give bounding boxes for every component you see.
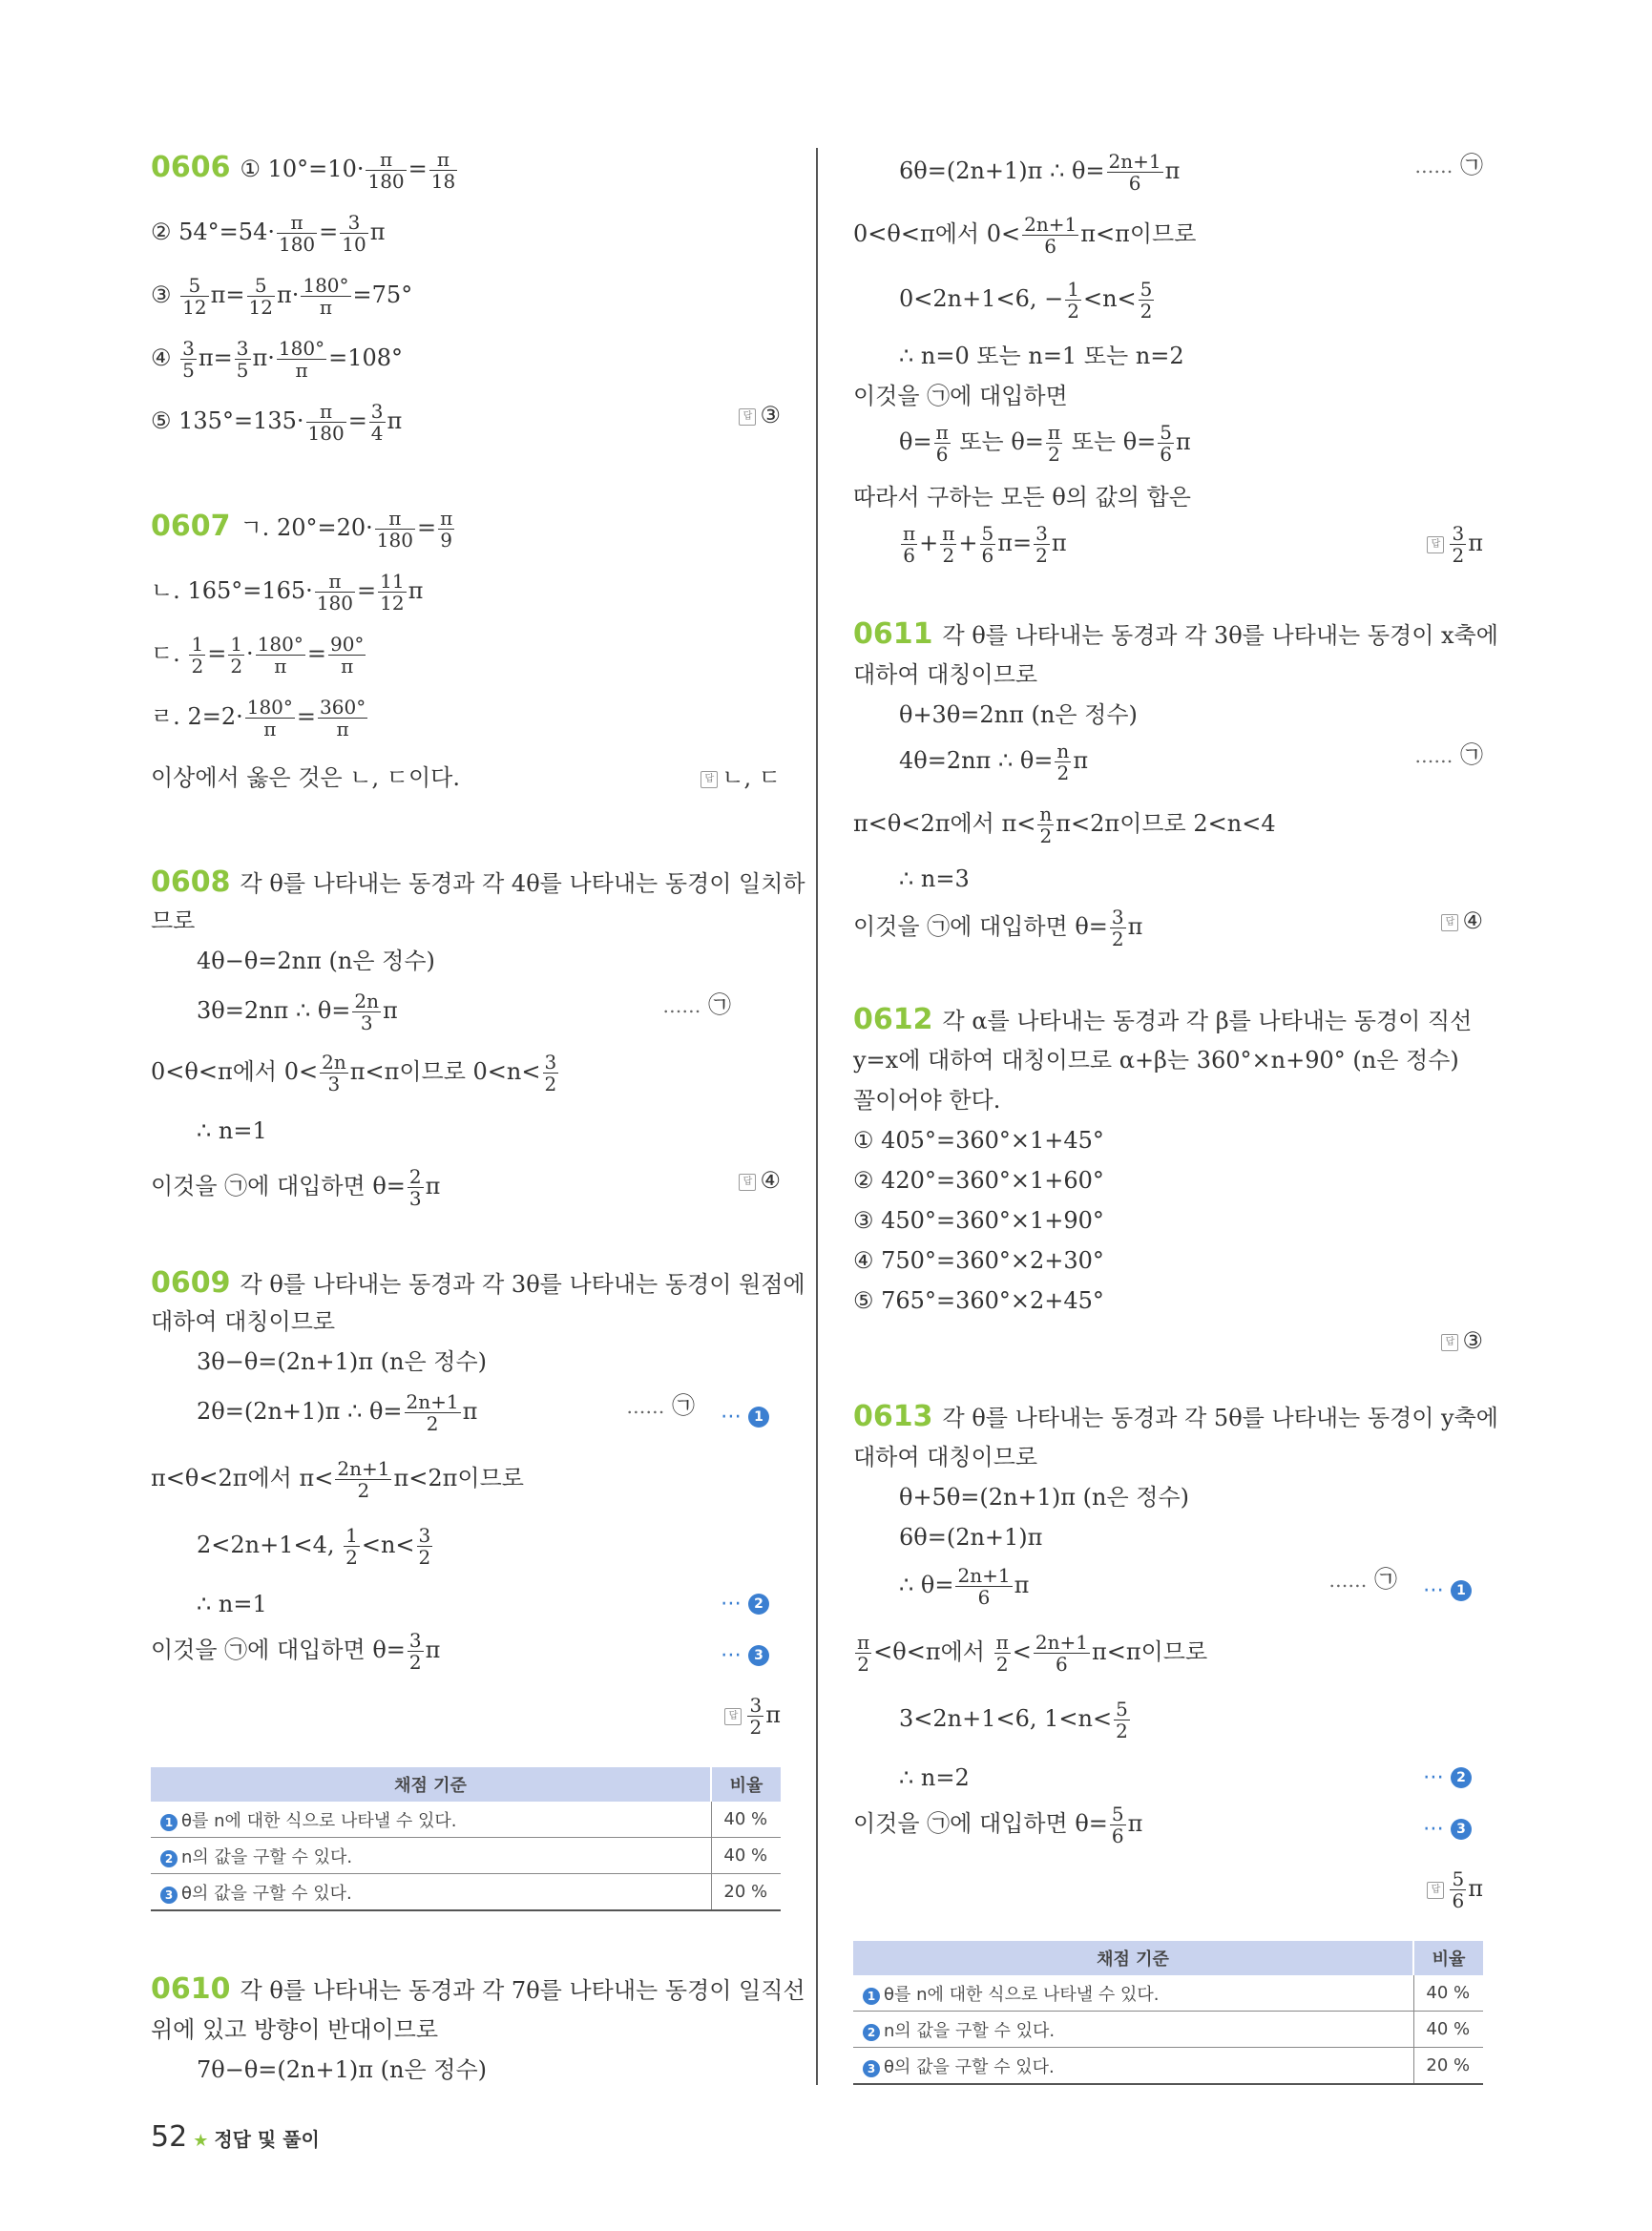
problem-0607-line5: 이상에서 옳은 것은 ㄴ, ㄷ이다. 답 ㄴ, ㄷ: [151, 764, 781, 791]
step-1-marker: ⋯ 1: [1423, 1578, 1472, 1602]
fraction: $\frac{\pi}{2}$: [1047, 421, 1061, 466]
problem-0608-line5: 0<θ<π에서 0< $\frac{2n}{3}$ π<π이므로 0<n< $\frac{3}{2}$: [151, 1051, 557, 1095]
table-row: 3 θ의 값을 구할 수 있다. 20 %: [853, 2048, 1483, 2085]
list-item: ② 420°=360°×1+60°: [853, 1167, 1104, 1194]
answer-icon: 답: [739, 1174, 756, 1191]
fraction: $\frac{\pi}{18}$: [430, 148, 456, 193]
list-item: ④ 750°=360°×2+30°: [853, 1247, 1104, 1274]
criteria-header: 채점 기준: [853, 1941, 1413, 1975]
column-divider: [816, 148, 818, 2085]
problem-0610-line9: θ= $\frac{\pi}{6}$ 또는 θ= $\frac{\pi}{2}$ 또는 θ= $\frac{5}{6}$ π: [899, 421, 1191, 466]
equation-label: …… ㉠: [1414, 152, 1483, 178]
fraction: $\frac{5}{2}$: [1116, 1698, 1128, 1742]
fraction: $\frac{180^\circ}{\pi}$: [278, 337, 325, 382]
fraction: $\frac{1}{2}$: [230, 633, 243, 678]
problem-0607-line2: ㄴ. 165°=165· $\frac{\pi}{180}$ = $\frac{11}{12}$ π: [151, 570, 424, 615]
problem-0611-line7: 이것을 ㉠에 대입하면 θ= $\frac{3}{2}$ π 답 ④: [853, 906, 1483, 950]
fraction: $\frac{2n+1}{6}$: [1035, 1631, 1088, 1676]
fraction: $\frac{3}{2}$: [544, 1051, 557, 1095]
problem-0609-line6: 2<2n+1<4, $\frac{1}{2}$ <n< $\frac{3}{2}$: [197, 1524, 431, 1569]
table-header-row: [151, 1767, 781, 1802]
problem-0609-line3: 3θ−θ=(2n+1)π (n은 정수): [197, 1348, 487, 1375]
answer-mark: 답 ④: [1441, 907, 1483, 935]
answer-mark: 답 ㄴ, ㄷ: [701, 763, 781, 792]
problem-0613-line9: 이것을 ㉠에 대입하면 θ= $\frac{5}{6}$ π: [853, 1803, 1143, 1847]
fraction: $\frac{5}{12}$: [248, 274, 273, 319]
problem-0613-line7: 3<2n+1<6, 1<n< $\frac{5}{2}$: [899, 1698, 1128, 1742]
step-number-badge: 1: [160, 1814, 178, 1831]
answer-icon: 답: [724, 1708, 742, 1725]
problem-0613-line2: 대하여 대칭이므로: [853, 1444, 1038, 1470]
ratio-header: 비율: [711, 1767, 781, 1802]
problem-0610-line3: 7θ−θ=(2n+1)π (n은 정수): [197, 2056, 487, 2083]
fraction: $\frac{180^\circ}{\pi}$: [257, 633, 303, 678]
problem-0612-line3: 꼴이어야 한다.: [853, 1087, 1001, 1114]
step-number-badge: 2: [863, 2024, 880, 2041]
fraction: $\frac{2n}{3}$: [322, 1051, 346, 1095]
fraction: $\frac{\pi}{180}$: [376, 507, 413, 552]
list-item: ③ 450°=360°×1+90°: [853, 1207, 1104, 1234]
ratio-header: 비율: [1413, 1941, 1483, 1975]
page-footer: [151, 2120, 320, 2154]
answer-icon: 답: [701, 771, 718, 788]
answer-icon: 답: [1427, 1882, 1444, 1899]
problem-number: 0608: [151, 865, 231, 899]
problem-0609-line7: ∴ n=1: [197, 1591, 267, 1617]
problem-0606-line3: ③ $\frac{5}{12}$ π= $\frac{5}{12}$ π· $\frac{180^\circ}{\pi}$ =75°: [151, 274, 413, 319]
fraction: $\frac{\pi}{6}$: [935, 421, 949, 466]
problem-0613-line5: ∴ θ= $\frac{2n+1}{6}$ π …… ㉠: [899, 1564, 1397, 1609]
fraction: $\frac{1}{2}$: [1067, 278, 1079, 323]
problem-0608-line6: ∴ n=1: [197, 1117, 267, 1144]
fraction: $\frac{2n+1}{2}$: [337, 1457, 390, 1502]
problem-0611-line2: 대하여 대칭이므로: [853, 661, 1038, 688]
step-1-marker: ⋯ 1: [721, 1405, 769, 1428]
problem-0606-line2: ② 54°=54· $\frac{\pi}{180}$ = $\frac{3}{10}$ π: [151, 211, 386, 256]
problem-0609-line8: 이것을 ㉠에 대입하면 θ= $\frac{3}{2}$ π: [151, 1629, 441, 1674]
answer-mark: 답 $\frac{3}{2}$ π: [724, 1695, 781, 1738]
fraction: $\frac{5}{6}$: [1111, 1803, 1124, 1847]
fraction: $\frac{3}{5}$: [182, 337, 195, 382]
fraction: $\frac{180^\circ}{\pi}$: [303, 274, 349, 319]
problem-0607-line4: ㄹ. 2=2· $\frac{180^\circ}{\pi}$ = $\frac{360^\circ}{\pi}$: [151, 696, 366, 740]
fraction: $\frac{\pi}{2}$: [995, 1631, 1009, 1676]
problem-0609-line5: π<θ<2π에서 π< $\frac{2n+1}{2}$ π<2π이므로: [151, 1457, 524, 1502]
answer-icon: 답: [739, 408, 756, 426]
fraction: $\frac{\pi}{180}$: [278, 211, 316, 256]
problem-0608-line3: 4θ−θ=2nπ (n은 정수): [197, 948, 435, 974]
fraction: $\frac{2n+1}{2}$: [406, 1390, 459, 1435]
problem-0608-line2: 므로: [151, 907, 196, 934]
answer-mark: 답 ④: [739, 1166, 781, 1195]
fraction: $\frac{3}{2}$: [749, 1694, 763, 1739]
problem-0613-line8: ∴ n=2: [899, 1764, 970, 1791]
list-item: ⑤ 765°=360°×2+45°: [853, 1287, 1104, 1314]
criteria-header: 채점 기준: [151, 1767, 711, 1802]
answer-mark: 답 ③: [1441, 1326, 1483, 1355]
grading-table-0613: [853, 1941, 1483, 2085]
problem-number: 0611: [853, 617, 933, 651]
fraction: $\frac{3}{2}$: [1452, 522, 1465, 567]
fraction: $\frac{n}{2}$: [1056, 740, 1070, 784]
fraction: $\frac{\pi}{2}$: [942, 522, 955, 567]
table-row: 2 n의 값을 구할 수 있다. 40 %: [853, 2012, 1483, 2048]
problem-0612-line1: 0612 각 α를 나타내는 동경과 각 β를 나타내는 동경이 직선: [853, 1003, 1473, 1036]
list-item: ① 405°=360°×1+45°: [853, 1127, 1104, 1154]
step-number-badge: 3: [160, 1887, 178, 1904]
grading-table-0609: [151, 1767, 781, 1911]
problem-0606-line4: ④ $\frac{3}{5}$ π= $\frac{3}{5}$ π· $\frac{180^\circ}{\pi}$ =108°: [151, 337, 404, 382]
problem-0611-line4: 4θ=2nπ ∴ θ= $\frac{n}{2}$ π …… ㉠: [899, 740, 1483, 784]
fraction: $\frac{3}{2}$: [1111, 906, 1124, 950]
fraction: $\frac{5}{6}$: [1160, 421, 1172, 466]
problem-0610-line11: $\frac{\pi}{6}$ + $\frac{\pi}{2}$ + $\frac{5}{6}$ π= $\frac{3}{2}$ π 답 $\frac{3}{2}$ π: [903, 522, 1483, 567]
table-row: 1 θ를 n에 대한 식으로 나타낼 수 있다. 40 %: [151, 1802, 781, 1838]
problem-0610-line8: 이것을 ㉠에 대입하면: [853, 383, 1068, 409]
problem-0611-line3: θ+3θ=2nπ (n은 정수): [899, 701, 1138, 728]
problem-0608-line7: 이것을 ㉠에 대입하면 θ= $\frac{2}{3}$ π 답 ④: [151, 1165, 781, 1210]
fraction: $\frac{2n+1}{6}$: [1108, 150, 1161, 195]
problem-0608-line4: 3θ=2nπ ∴ θ= $\frac{2n}{3}$ π …… ㉠: [197, 990, 731, 1034]
answer-mark: 답 ③: [739, 401, 781, 429]
problem-number: 0613: [853, 1400, 933, 1433]
problem-0607-line1: 0607 ㄱ. 20°=20· $\frac{\pi}{180}$ = $\frac{\pi}{9}$: [151, 507, 453, 552]
problem-0609-line2: 대하여 대칭이므로: [151, 1308, 336, 1335]
fraction: $\frac{2n+1}{6}$: [957, 1564, 1011, 1609]
problem-0610-line2: 위에 있고 방향이 반대이므로: [151, 2016, 439, 2043]
step-2-marker: ⋯ 2: [721, 1592, 769, 1616]
problem-number: 0607: [151, 510, 231, 543]
step-number-badge: 1: [863, 1988, 880, 2005]
problem-0611-line1: 0611 각 θ를 나타내는 동경과 각 3θ를 나타내는 동경이 x축에: [853, 617, 1498, 651]
answer-icon: 답: [1441, 914, 1458, 931]
fraction: $\frac{\pi}{6}$: [903, 522, 916, 567]
problem-0611-line5: π<θ<2π에서 π< $\frac{n}{2}$ π<2π이므로 2<n<4: [853, 803, 1276, 847]
fraction: $\frac{3}{2}$: [408, 1629, 422, 1674]
table-header-row: [853, 1941, 1483, 1975]
problem-0610-line4: 6θ=(2n+1)π ∴ θ= $\frac{2n+1}{6}$ π …… ㉠: [899, 150, 1483, 195]
fraction: $\frac{2}{3}$: [408, 1165, 422, 1210]
fraction: $\frac{3}{10}$: [342, 211, 366, 256]
problem-0606-line5: ⑤ 135°=135· $\frac{\pi}{180}$ = $\frac{3}{4}$ π 답 ③: [151, 400, 781, 445]
fraction: $\frac{5}{12}$: [182, 274, 207, 319]
problem-0607-line3: ㄷ. $\frac{1}{2}$ = $\frac{1}{2}$ · $\frac{180^\circ}{\pi}$ = $\frac{90^\circ}{\pi}$: [151, 633, 365, 678]
fraction: $\frac{180^\circ}{\pi}$: [246, 696, 293, 740]
fraction: $\frac{3}{4}$: [370, 400, 384, 445]
fraction: $\frac{2n}{3}$: [354, 990, 380, 1034]
fraction: $\frac{3}{2}$: [1035, 522, 1048, 567]
equation-label: …… ㉠: [662, 991, 731, 1018]
fraction: $\frac{1}{2}$: [345, 1524, 358, 1569]
problem-0611-line6: ∴ n=3: [899, 865, 970, 892]
step-2-marker: ⋯ 2: [1423, 1765, 1472, 1789]
equation-label: …… ㉠: [626, 1392, 695, 1419]
step-number-badge: 2: [160, 1850, 178, 1867]
problem-0610-line5: 0<θ<π에서 0< $\frac{2n+1}{6}$ π<π이므로: [853, 213, 1197, 258]
problem-0610-line6: 0<2n+1<6, − $\frac{1}{2}$ <n< $\frac{5}{2}$: [899, 278, 1153, 323]
fraction: $\frac{90^\circ}{\pi}$: [329, 633, 365, 678]
answer-icon: 답: [1427, 536, 1444, 553]
problem-0609-line4: 2θ=(2n+1)π ∴ θ= $\frac{2n+1}{2}$ π …… ㉠: [197, 1390, 695, 1435]
problem-0606-line1: 0606 ① 10°=10· $\frac{\pi}{180}$ = $\frac{\pi}{18}$: [151, 148, 456, 193]
answer-icon: 답: [1441, 1334, 1458, 1351]
problem-0613-line6: $\frac{\pi}{2}$ <θ<π에서 $\frac{\pi}{2}$ < $\frac{2n+1}{6}$ π<π이므로: [857, 1631, 1208, 1676]
table-row: 1 θ를 n에 대한 식으로 나타낼 수 있다. 40 %: [853, 1975, 1483, 2012]
problem-number: 0606: [151, 151, 231, 184]
problem-0613-line4: 6θ=(2n+1)π: [899, 1524, 1043, 1551]
footer-label: 정답 및 풀이: [214, 2128, 320, 2151]
fraction: $\frac{\pi}{2}$: [857, 1631, 870, 1676]
step-3-marker: ⋯ 3: [1423, 1817, 1472, 1841]
fraction: $\frac{\pi}{180}$: [307, 400, 345, 445]
fraction: $\frac{360^\circ}{\pi}$: [320, 696, 366, 740]
fraction: $\frac{3}{5}$: [236, 337, 249, 382]
fraction: $\frac{3}{2}$: [418, 1524, 431, 1569]
answer-mark: 답 $\frac{3}{2}$ π: [1427, 523, 1483, 566]
fraction: $\frac{n}{2}$: [1039, 803, 1053, 847]
problem-number: 0609: [151, 1266, 231, 1300]
fraction: $\frac{5}{6}$: [981, 522, 994, 567]
problem-0610-line10: 따라서 구하는 모든 θ의 값의 합은: [853, 484, 1191, 511]
fraction: $\frac{\pi}{9}$: [440, 507, 453, 552]
fraction: $\frac{\pi}{180}$: [367, 148, 405, 193]
problem-number: 0610: [151, 1972, 231, 2006]
equation-label: …… ㉠: [1328, 1566, 1397, 1593]
step-3-marker: ⋯ 3: [721, 1643, 769, 1667]
problem-0613-line3: θ+5θ=(2n+1)π (n은 정수): [899, 1484, 1189, 1511]
fraction: $\frac{2n+1}{6}$: [1024, 213, 1077, 258]
star-icon: ★: [193, 2131, 209, 2151]
problem-0613-line1: 0613 각 θ를 나타내는 동경과 각 5θ를 나타내는 동경이 y축에: [853, 1400, 1498, 1433]
answer-mark: 답 $\frac{5}{6}$ π: [1427, 1868, 1483, 1911]
problem-0610-line7: ∴ n=0 또는 n=1 또는 n=2: [899, 343, 1184, 369]
step-number-badge: 3: [863, 2060, 880, 2077]
problem-0612-line2: y=x에 대하여 대칭이므로 α+β는 360°×n+90° (n은 정수): [853, 1047, 1459, 1074]
fraction: $\frac{1}{2}$: [191, 633, 204, 678]
fraction: $\frac{\pi}{180}$: [316, 570, 353, 615]
problem-0609-line1: 0609 각 θ를 나타내는 동경과 각 3θ를 나타내는 동경이 원점에: [151, 1266, 805, 1300]
page-number: 52: [151, 2120, 188, 2154]
fraction: $\frac{11}{12}$: [380, 570, 405, 615]
table-row: 2 n의 값을 구할 수 있다. 40 %: [151, 1838, 781, 1874]
problem-0608-line1: 0608 각 θ를 나타내는 동경과 각 4θ를 나타내는 동경이 일치하: [151, 865, 805, 899]
fraction: $\frac{5}{2}$: [1140, 278, 1153, 323]
problem-number: 0612: [853, 1003, 933, 1036]
table-row: 3 θ의 값을 구할 수 있다. 20 %: [151, 1874, 781, 1911]
fraction: $\frac{5}{6}$: [1452, 1867, 1465, 1912]
equation-label: …… ㉠: [1414, 741, 1483, 768]
problem-0610-line1: 0610 각 θ를 나타내는 동경과 각 7θ를 나타내는 동경이 일직선: [151, 1972, 805, 2006]
